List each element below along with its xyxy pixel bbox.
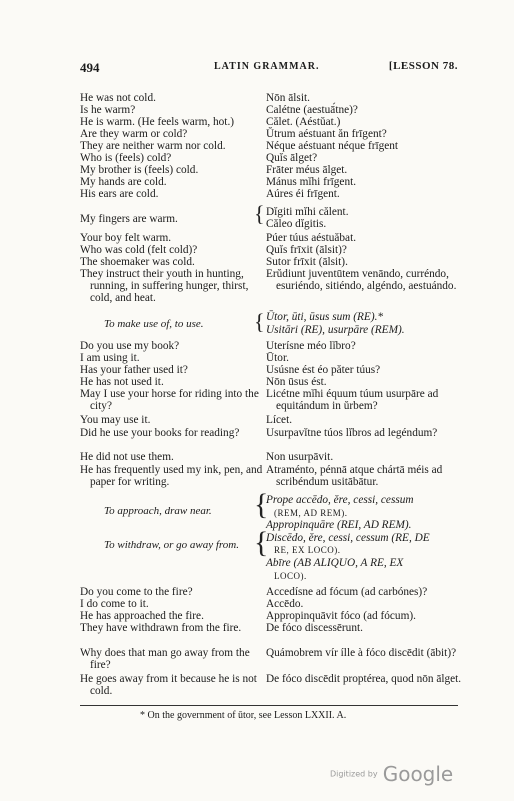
english-text: My hands are cold. [80, 176, 167, 188]
english-text: My fingers are warm. [80, 213, 178, 225]
english-text: He was not cold. [80, 92, 156, 104]
latin-text: Abīre (AB ALIQUO, A RE, EX [266, 557, 404, 569]
english-text: Did he use your books for reading? [80, 427, 240, 439]
latin-text: Usurpavĭtne túos lĭbros ad legéndum? [266, 427, 438, 439]
english-text: I do come to it. [80, 598, 149, 610]
latin-text: Quámobrem vír ílle à fóco discēdit (ābit)? [266, 647, 457, 659]
latin-text: Aúres éi frīgent. [266, 188, 340, 200]
english-text: Who is (feels) cold? [80, 152, 172, 164]
latin-text: Ūtor. [266, 352, 289, 364]
heading-note: To withdraw, or go away from. [104, 539, 239, 551]
english-text: May I use your horse for riding into the city? [80, 388, 259, 412]
english-text: They have withdrawn from the fire. [80, 622, 242, 634]
latin-text: Discēdo, ĕre, cessi, cessum (RE, DE [266, 532, 430, 544]
latin-text: Frāter méus ālget. [266, 164, 348, 176]
google-logo: Google [382, 762, 454, 786]
latin-text: Usúsne ést éo păter túus? [266, 364, 381, 376]
watermark-prefix: Digitized by [330, 769, 378, 779]
latin-text: Quĭs frīxit (ālsit)? [266, 244, 347, 256]
brace: { [254, 488, 269, 521]
footnote-divider [80, 705, 458, 706]
english-text: His ears are cold. [80, 188, 159, 200]
latin-text: LOCO). [274, 571, 307, 581]
latin-text: Atraménto, pénnā atque chártā méis ad scribéndum usitābātur. [266, 464, 443, 488]
latin-text: Accedísne ad fócum (ad carbónes)? [266, 586, 428, 598]
latin-text: Erŭdiunt juventūtem venāndo, curréndo, esuriéndo, sitiéndo, algéndo, aestuándo. [266, 268, 457, 292]
english-text: He has frequently used my ink, pen, and paper for writing. [80, 464, 263, 488]
footnote: * On the government of ūtor, see Lesson LXXII. A. [140, 710, 347, 721]
latin-text: Appropinquāvit fóco (ad fócum). [266, 610, 416, 622]
english-text: Is he warm? [80, 104, 136, 116]
latin-text: (REM, AD REM). [274, 508, 348, 518]
latin-text: Licétne mĭhi équum túum usurpāre ad equitándum in ŭrbem? [266, 388, 439, 412]
latin-text: Nōn ālsit. [266, 92, 310, 104]
brace: { [254, 309, 265, 334]
heading-note: To approach, draw near. [104, 505, 212, 517]
running-title: LATIN GRAMMAR. [214, 61, 320, 72]
latin-text: De fóco discessērunt. [266, 622, 363, 634]
english-text: The shoemaker was cold. [80, 256, 195, 268]
english-text: He goes away from it because he is not cold. [80, 673, 257, 697]
latin-text: Lícet. [266, 414, 293, 426]
english-text: I am using it. [80, 352, 140, 364]
latin-text: De fóco discēdit proptérea, quod nōn ālget. [266, 673, 462, 685]
lesson-label: [LESSON 78. [388, 60, 458, 72]
latin-line [266, 494, 456, 506]
english-text: Who was cold (felt cold)? [80, 244, 198, 256]
latin-text: Prope accēdo, ĕre, cessi, cessum [266, 494, 414, 506]
latin-text: Calétne (aestuā́tne)? [266, 104, 358, 116]
latin-text: Călet. (Aéstŭat.) [266, 116, 341, 128]
latin-text: Uterísne méo lĭbro? [266, 340, 356, 352]
latin-text: Dĭgiti mĭhi călent. [266, 206, 349, 218]
heading-note: To make use of, to use. [104, 318, 204, 330]
brace: { [254, 526, 269, 559]
english-text: Do you use my book? [80, 340, 180, 352]
english-text: They are neither warm nor cold. [80, 140, 226, 152]
english-text: Are they warm or cold? [80, 128, 188, 140]
latin-text: Quĭs ālget? [266, 152, 318, 164]
latin-text: Mánus mĭhi frīgent. [266, 176, 357, 188]
english-text: Your boy felt warm. [80, 232, 172, 244]
latin-text: Néque aéstuant néque frīgent [266, 140, 399, 152]
latin-text: Accēdo. [266, 598, 304, 610]
latin-text: RE, EX LOCO). [274, 545, 341, 555]
english-text: Do you come to the fire? [80, 586, 193, 598]
page-header [80, 60, 458, 78]
english-text: My brother is (feels) cold. [80, 164, 199, 176]
latin-text: Căleo dĭgitis. [266, 218, 327, 230]
page-number: 494 [80, 60, 100, 75]
english-text: He has not used it. [80, 376, 164, 388]
english-text: You may use it. [80, 414, 151, 426]
brace: { [254, 201, 265, 226]
latin-text: Appropinquāre (REI, AD REM). [266, 519, 412, 531]
latin-text: Usitāri (RE), usurpāre (REM). [266, 324, 405, 336]
english-text: Why does that man go away from the fire? [80, 647, 250, 671]
latin-text: Ūtor, ūti, ūsus sum (RE).* [266, 311, 384, 323]
english-text: Has your father used it? [80, 364, 188, 376]
english-text: He has approached the fire. [80, 610, 204, 622]
latin-text: Púer túus aéstuăbat. [266, 232, 357, 244]
english-text: He did not use them. [80, 451, 174, 463]
english-text: He is warm. (He feels warm, hot.) [80, 116, 235, 128]
latin-text: Sutor frīxit (ālsit). [266, 256, 348, 268]
latin-text: Ŭtrum aéstuant ăn frīgent? [266, 128, 387, 140]
latin-text: Nōn ūsus ést. [266, 376, 327, 388]
digitized-watermark [330, 762, 453, 786]
english-text: They instruct their youth in hunting, running, in suffering hunger, thirst, cold, and heat. [80, 268, 249, 304]
latin-text: Non usurpāvit. [266, 451, 334, 463]
